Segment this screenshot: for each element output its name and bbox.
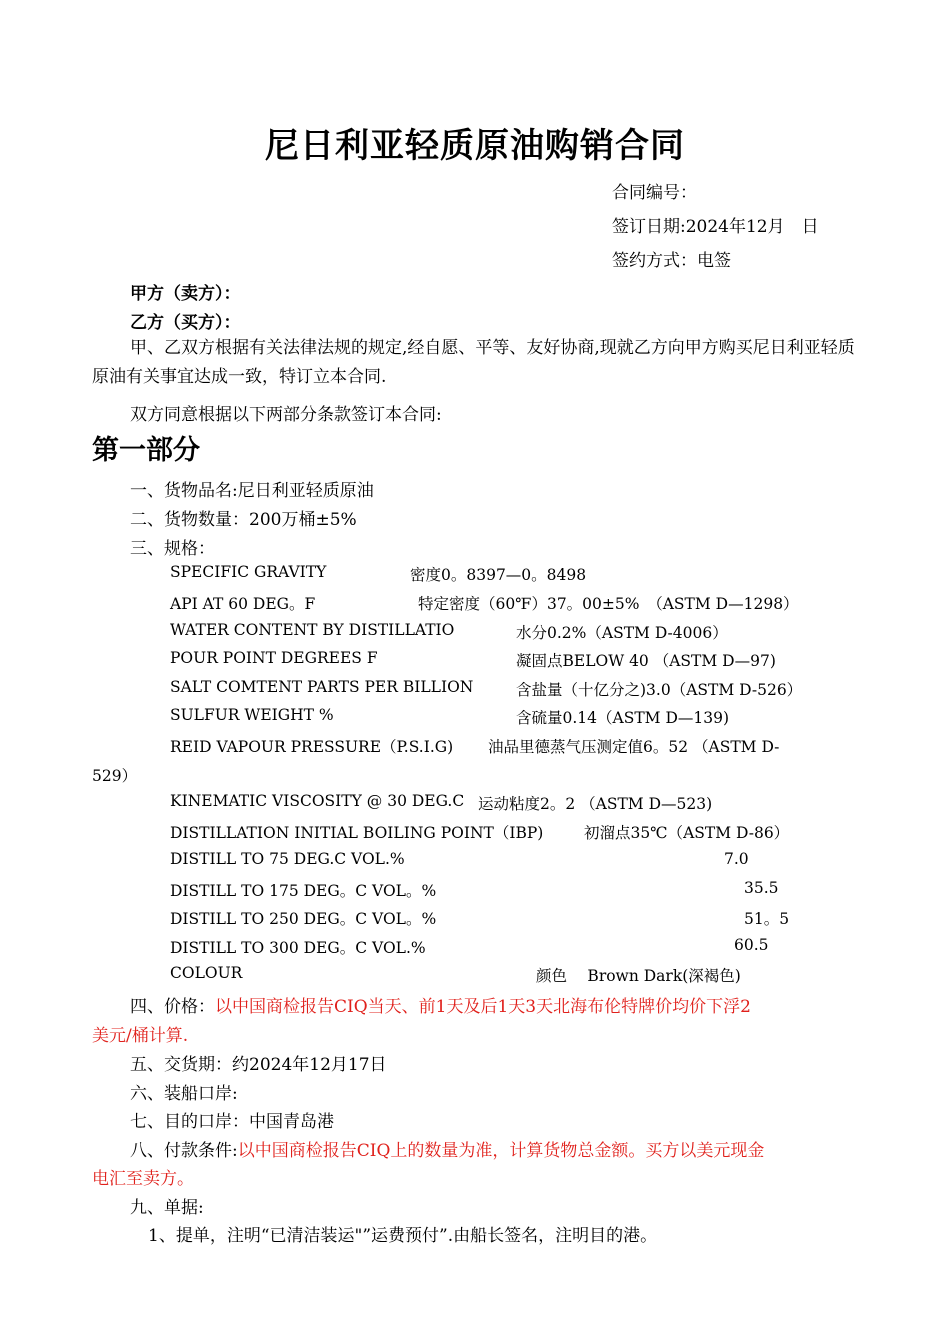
spec-row-en: DISTILLATION INITIAL BOILING POINT（IBP) (170, 824, 544, 842)
spec-label: 三、规格： (130, 539, 215, 559)
document-title: 尼日利亚轻质原油购销合同 (265, 126, 685, 166)
spec-row-en: REID VAPOUR PRESSURE（P.S.I.G) (170, 738, 454, 756)
price-text: 以中国商检报告CIQ当天、前1天及后1天3天北海布伦特牌价均价下浮2 (215, 997, 751, 1017)
spec-row-en: SALT COMTENT PARTS PER BILLION (170, 678, 474, 696)
spec-row-cn: 特定密度（60℉）37。00±5% （ASTM D—1298） (418, 595, 799, 613)
loading-port: 六、装船口岸: (130, 1084, 238, 1104)
seller-party: 甲方（卖方）： (130, 284, 241, 304)
spec-row-cn: 运动粘度2。2 （ASTM D—523) (478, 795, 713, 813)
price-text-continued: 美元/桶计算. (92, 1026, 189, 1046)
documents-label: 九、单据: (130, 1198, 204, 1218)
spec-row-en: SULFUR WEIGHT % (170, 706, 334, 724)
sign-date: 签订日期:2024年12月 日 (612, 217, 819, 237)
payment-text: 以中国商检报告CIQ上的数量为准，计算货物总金额。买方以美元现金 (237, 1141, 765, 1161)
spec-row-cn: 凝固点BELOW 40 （ASTM D—97) (516, 652, 776, 670)
spec-row-en: API AT 60 DEG。F (170, 595, 316, 613)
spec-row-cn: 含硫量0.14（ASTM D—139) (516, 709, 730, 727)
intro-paragraph: 甲、乙双方根据有关法律法规的规定,经自愿、平等、友好协商,现就乙方向甲方购买尼日利亚轻质原油有关事宜达成一致，特订立本合同. (92, 338, 855, 387)
destination-port: 七、目的口岸：中国青岛港 (130, 1112, 334, 1132)
spec-row-continuation: 529） (92, 767, 138, 785)
payment-clause (130, 1136, 764, 1161)
spec-row-cn: 密度0。8397—0。8498 (410, 566, 587, 584)
spec-row-en: WATER CONTENT BY DISTILLATIO (170, 621, 455, 639)
contract-number: 合同编号： (612, 183, 697, 203)
agreement-statement: 双方同意根据以下两部分条款签订本合同: (130, 405, 442, 425)
spec-row-value: 51。5 (744, 910, 790, 928)
spec-row-cn: 油品里德蒸气压测定值6。52 （ASTM D- (488, 738, 780, 756)
spec-row-value: 60.5 (734, 936, 769, 954)
spec-row-en: DISTILL TO 75 DEG.C VOL.% (170, 850, 405, 868)
spec-row-en: KINEMATIC VISCOSITY @ 30 DEG.C (170, 792, 465, 810)
part-one-heading: 第一部分 (92, 435, 200, 466)
spec-row-en: COLOUR (170, 964, 243, 982)
spec-row-cn: 水分0.2%（ASTM D-4006） (516, 624, 728, 642)
spec-row-cn: 含盐量（十亿分之)3.0（ASTM D-526） (516, 681, 803, 699)
buyer-party: 乙方（买方）： (130, 313, 241, 333)
spec-row-cn: 初溜点35℃（ASTM D-86） (584, 824, 790, 842)
price-label: 四、价格： (130, 997, 215, 1017)
spec-row-en: DISTILL TO 250 DEG。C VOL。% (170, 910, 437, 928)
spec-row-cn: 颜色 Brown Dark(深褐色) (536, 967, 741, 985)
document-item-bill-of-lading: 1、提单，注明“已清洁装运"”运费预付”.由船长签名，注明目的港。 (148, 1226, 658, 1246)
spec-row-en: POUR POINT DEGREES F (170, 649, 378, 667)
payment-label: 八、付款条件: (130, 1141, 238, 1161)
goods-name: 一、货物品名:尼日利亚轻质原油 (130, 481, 374, 501)
spec-row-value: 35.5 (744, 879, 779, 897)
payment-text-continued: 电汇至卖方。 (92, 1169, 194, 1189)
sign-method: 签约方式：电签 (612, 251, 731, 271)
price-clause (130, 992, 751, 1017)
spec-row-en: DISTILL TO 300 DEG。C VOL.% (170, 939, 426, 957)
delivery-date: 五、交货期：约2024年12月17日 (130, 1055, 387, 1075)
goods-quantity: 二、货物数量：200万桶±5% (130, 510, 357, 530)
spec-row-en: SPECIFIC GRAVITY (170, 563, 327, 581)
spec-row-value: 7.0 (724, 850, 749, 868)
spec-row-en: DISTILL TO 175 DEG。C VOL。% (170, 882, 437, 900)
